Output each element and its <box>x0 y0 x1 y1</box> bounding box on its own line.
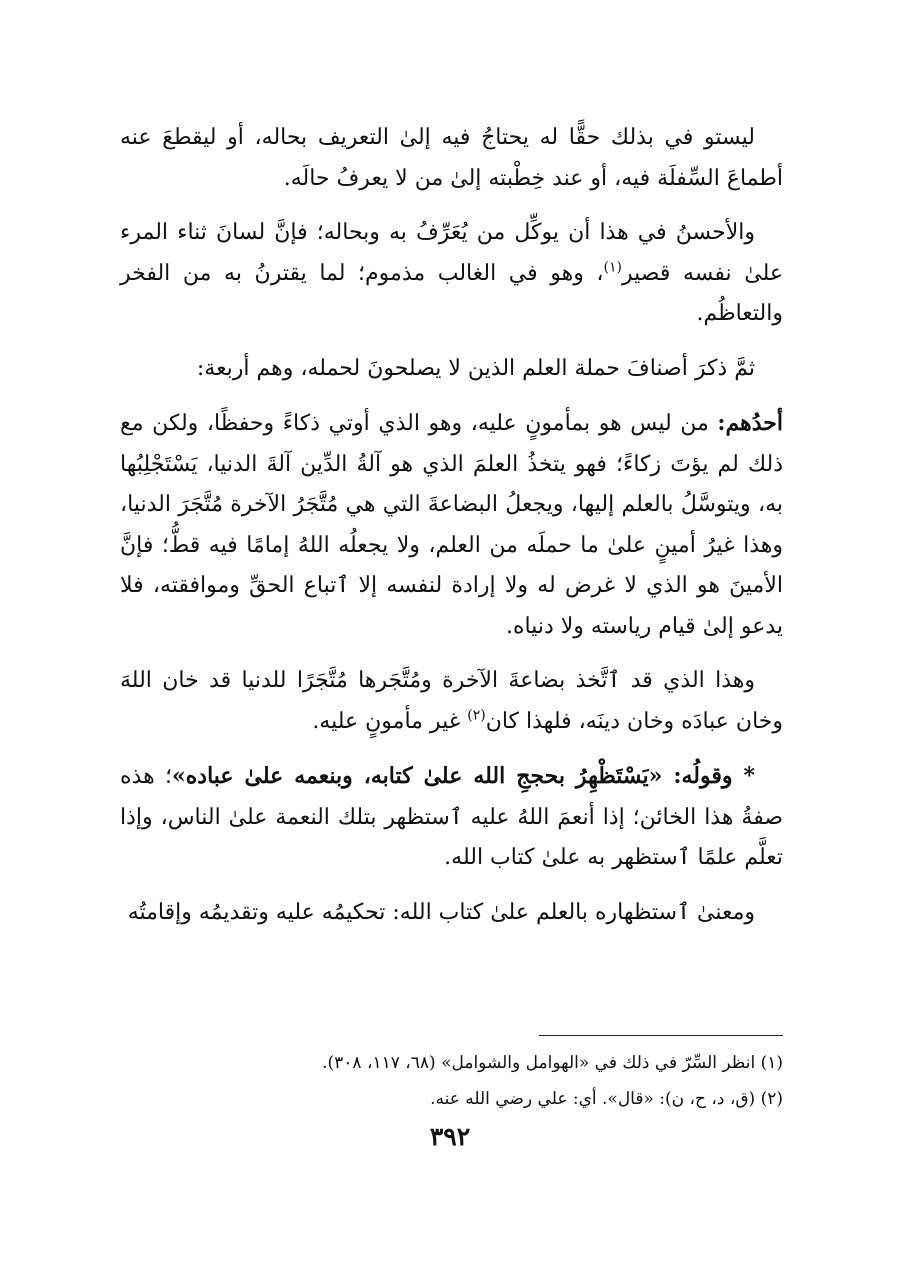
paragraph-1 <box>120 118 783 199</box>
footnotes <box>120 1045 783 1117</box>
paragraph-2 <box>120 213 783 335</box>
footnote-ref-1[interactable]: (١) <box>603 259 623 276</box>
paragraph-4 <box>120 403 783 647</box>
paragraph-6-text: ؛ هذه صفةُ هذا الخائن؛ إذا أنعمَ اللهُ عليه ٱستظهر بتلك النعمة علىٰ الناس، وإذا تعلَّم علمًا ٱستظهر به علىٰ كتاب الله. <box>120 764 783 870</box>
page-number: ٣٩٢ <box>429 1122 471 1151</box>
paragraph-3-text: ثمَّ ذكرَ أصنافَ حملة العلم الذين لا يصلحونَ لحمله، وهم أربعة: <box>196 355 755 381</box>
page-body <box>120 118 783 947</box>
paragraph-3 <box>120 349 783 390</box>
paragraph-7-text: ومعنىٰ ٱستظهاره بالعلم علىٰ كتاب الله: تحكيمُه عليه وتقديمُه وإقامتُه <box>127 899 755 925</box>
paragraph-5 <box>120 661 783 742</box>
paragraph-1-text: ليستو في بذلك حقًّا له يحتاجُ فيه إلىٰ التعريف بحاله، أو ليقطعَ عنه أطماعَ السِّفلَة فيه، أو عند خِطْبته إلىٰ من لا يعرفُ حالَه. <box>120 125 783 191</box>
paragraph-4-text: من ليس هو بمأمونٍ عليه، وهو الذي أوتي ذكاءً وحفظًا، ولكن مع ذلك لم يؤتَ زكاءً؛ فهو يتخذُ العلمَ الذي هو آلةُ الدِّين آلةَ الدنيا، يَسْتَجْلِبُها به، ويتوسَّلُ بالعلم إليها، ويجعلُ البضاعةَ التي هي مُتَّجَرُ الآخرة مُتَّجَرَ الدنيا، وهذا غيرُ أمينٍ علىٰ ما حملَه من العلم، ولا يجعلُه اللهُ إمامًا فيه قطُّ؛ فإنَّ الأمينَ هو الذي لا غرض له ولا إرادة لنفسه إلا ٱتباع الحقِّ وموافقته، فلا يدعو إلىٰ قيام رياسته ولا دنياه. <box>120 411 783 639</box>
footnote-2: (٢) (ق، د، ح، ن): «قال». أي: علي رضي الله عنه. <box>430 1089 783 1109</box>
paragraph-4-lead: أحدُهم: <box>717 410 783 436</box>
paragraph-7 <box>120 893 783 934</box>
footnote-ref-2[interactable]: (٢) <box>467 707 486 724</box>
paragraph-6-quote: * وقولُه: «يَسْتَظْهِرُ بحججِ الله علىٰ كتابه، وبنعمه علىٰ عباده» <box>172 763 755 789</box>
footnote-divider <box>539 1035 783 1036</box>
paragraph-5-text-a: وهذا الذي قد ٱتَّخذ بضاعةَ الآخرة ومُتَّجَرها مُتَّجَرًا للدنيا قد خان اللهَ وخان عبادَه وخان دينَه، فلهذا كان <box>120 668 783 734</box>
paragraph-2-text-a: والأحسنُ في هذا أن يوكِّل من يُعَرِّفُ به وبحاله؛ فإنَّ لسانَ ثناء المرء علىٰ نفسه قصير <box>120 220 784 286</box>
footnote-1: (١) انظر السِّرّ في ذلك في «الهوامل والشوامل» (٦٨، ١١٧، ٣٠٨). <box>322 1053 783 1073</box>
paragraph-2-text-b: ، وهو في الغالب مذموم؛ لما يقترنُ به من الفخر والتعاظُم. <box>120 260 783 326</box>
paragraph-6 <box>120 756 783 879</box>
paragraph-5-text-b: غير مأمونٍ عليه. <box>312 708 468 734</box>
